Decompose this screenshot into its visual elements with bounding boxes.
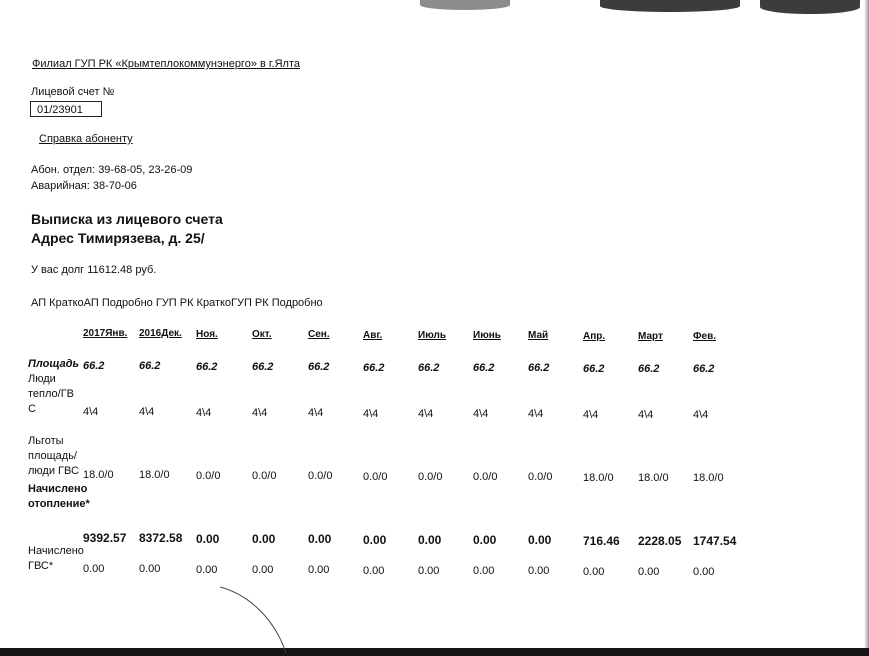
branch-title: Филиал ГУП РК «Крымтеплокоммунэнерго» в г.Ялта (32, 58, 301, 70)
statement-title: Выписка из лицевого счета (31, 211, 223, 227)
people-cell: 4\4 (528, 408, 544, 421)
heating-cell: 0.00 (196, 531, 220, 546)
scan-curve-line (220, 585, 300, 655)
hot-water-cell: 0.00 (693, 566, 715, 579)
people-cell: 4\4 (252, 406, 268, 419)
benefits-cell: 0.0/0 (252, 469, 277, 482)
area-cell: 66.2 (83, 360, 105, 372)
benefits-cell: 0.0/0 (308, 470, 333, 483)
statement-view-links[interactable]: АП КраткоАП Подробно ГУП РК КраткоГУП РК Подробно (31, 297, 323, 309)
people-cell: 4\4 (638, 409, 654, 421)
people-cell: 4\4 (363, 407, 379, 420)
hot-water-cell: 0.00 (583, 565, 605, 578)
account-number-field: 01/23901 (30, 101, 102, 117)
area-cell: 66.2 (252, 360, 274, 373)
scan-artifact-bottom (0, 648, 869, 656)
hot-water-cell: 0.00 (418, 564, 440, 577)
hot-water-cell: 0.00 (139, 563, 161, 576)
heating-cell: 1747.54 (693, 534, 737, 549)
people-cell: 4\4 (196, 406, 212, 419)
row-label-area: Площадь (28, 358, 80, 370)
hot-water-cell: 0.00 (638, 566, 660, 578)
month-header: Июль (418, 329, 446, 341)
month-header: 2016Дек. (139, 328, 182, 340)
benefits-cell: 18.0/0 (638, 472, 669, 484)
benefits-cell: 0.0/0 (418, 470, 443, 483)
heating-cell: 0.00 (528, 533, 552, 548)
area-cell: 66.2 (418, 361, 440, 374)
area-cell: 66.2 (473, 362, 495, 375)
emergency-phone: Аварийная: 38-70-06 (31, 180, 137, 192)
benefits-cell: 0.0/0 (196, 469, 221, 482)
area-cell: 66.2 (528, 362, 550, 375)
heating-cell: 2228.05 (638, 534, 682, 548)
heating-cell: 0.00 (473, 533, 497, 548)
scan-artifact-right (864, 0, 869, 656)
hot-water-cell: 0.00 (308, 564, 330, 577)
heating-cell: 9392.57 (83, 531, 127, 545)
month-header: Авг. (363, 329, 383, 341)
people-cell: 4\4 (473, 408, 489, 421)
scan-artifact-top (0, 0, 869, 18)
month-header: Сен. (308, 329, 330, 341)
benefits-cell: 0.0/0 (528, 471, 553, 484)
area-cell: 66.2 (308, 361, 330, 374)
hot-water-cell: 0.00 (363, 564, 385, 577)
row-label-heating: Начислено отопление* (28, 483, 90, 510)
heating-cell: 0.00 (252, 531, 276, 546)
help-link[interactable]: Справка абоненту (39, 133, 133, 145)
debt-notice: У вас долг 11612.48 руб. (31, 264, 157, 276)
heating-cell: 8372.58 (139, 531, 183, 546)
hot-water-cell: 0.00 (252, 563, 274, 576)
month-header: Апр. (583, 330, 606, 342)
benefits-cell: 18.0/0 (139, 469, 170, 482)
people-cell: 4\4 (583, 408, 599, 421)
subscriber-phone: Абон. отдел: 39-68-05, 23-26-09 (31, 164, 193, 176)
statement-address: Адрес Тимирязева, д. 25/ (31, 230, 205, 246)
month-header: Март (638, 331, 663, 342)
hot-water-cell: 0.00 (528, 565, 550, 578)
hot-water-cell: 0.00 (196, 563, 218, 576)
month-header: 2017Янв. (83, 328, 128, 339)
benefits-cell: 0.0/0 (363, 470, 388, 483)
heating-cell: 0.00 (363, 532, 387, 547)
heating-cell: 0.00 (308, 532, 332, 547)
benefits-cell: 18.0/0 (583, 471, 614, 484)
hot-water-cell: 0.00 (473, 565, 495, 578)
area-cell: 66.2 (693, 363, 715, 376)
account-label: Лицевой счет № (31, 86, 115, 98)
people-cell: 4\4 (308, 407, 324, 420)
benefits-cell: 0.0/0 (473, 471, 498, 484)
hot-water-cell: 0.00 (83, 563, 105, 575)
month-header: Окт. (252, 328, 272, 340)
area-cell: 66.2 (638, 363, 660, 375)
heating-cell: 716.46 (583, 533, 620, 548)
month-header: Фев. (693, 331, 717, 343)
month-header: Июнь (473, 330, 501, 342)
people-cell: 4\4 (693, 409, 709, 422)
row-label-hot-water: Начислено ГВС* (28, 545, 84, 572)
area-cell: 66.2 (583, 362, 605, 375)
area-cell: 66.2 (139, 360, 161, 373)
row-label-benefits: Льготы площадь/ люди ГВС (28, 435, 79, 477)
benefits-cell: 18.0/0 (693, 472, 724, 485)
people-cell: 4\4 (418, 407, 434, 420)
row-label-people: Люди тепло/ГВ С (28, 373, 74, 415)
people-cell: 4\4 (139, 406, 155, 419)
area-cell: 66.2 (196, 360, 218, 373)
benefits-cell: 18.0/0 (83, 469, 114, 481)
heating-cell: 0.00 (418, 532, 442, 547)
people-cell: 4\4 (83, 406, 99, 418)
month-header: Ноя. (196, 328, 218, 340)
month-header: Май (528, 330, 549, 342)
area-cell: 66.2 (363, 361, 385, 374)
